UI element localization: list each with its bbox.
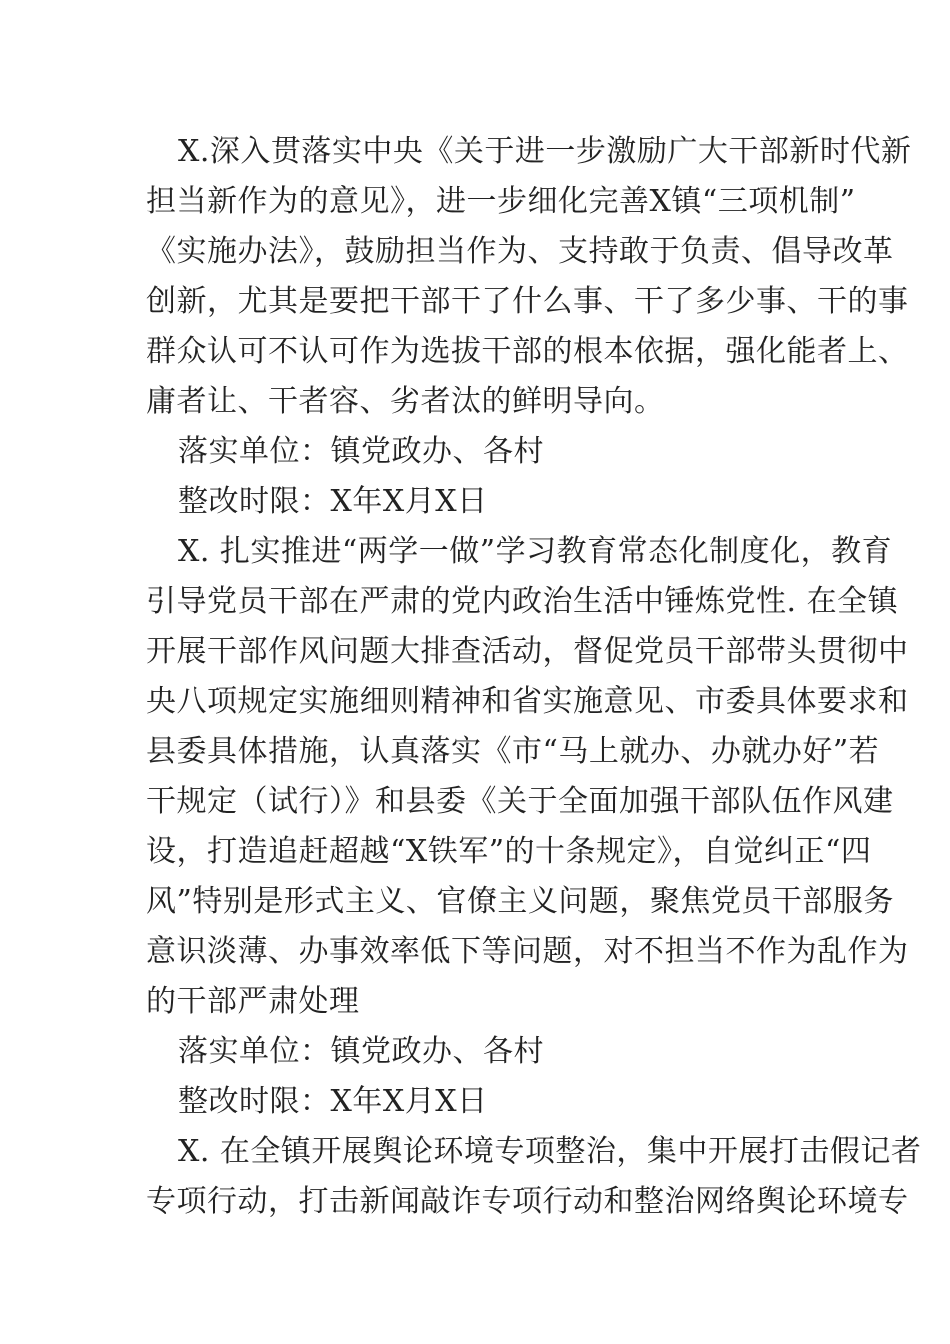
paragraph-1-line-4: 创新，尤其是要把干部干了什么事、干了多少事、干的事 bbox=[146, 284, 909, 319]
paragraph-2-line-7: 设，打造追赶超越“X铁军”的十条规定》，自觉纠正“四 bbox=[146, 834, 872, 869]
paragraph-1-line-1: X.深入贯落实中央《关于进一步激励广大干部新时代新 bbox=[178, 134, 912, 169]
paragraph-1-line-3: 《实施办法》，鼓励担当作为、支持敢于负责、倡导改革 bbox=[146, 234, 894, 269]
deadline-2: 整改时限：X年X月X日 bbox=[178, 1084, 488, 1119]
paragraph-3-line-1: X. 在全镇开展舆论环境专项整治，集中开展打击假记者 bbox=[178, 1134, 922, 1169]
paragraph-2-line-10: 的干部严肃处理 bbox=[146, 984, 360, 1019]
responsible-unit-2: 落实单位：镇党政办、各村 bbox=[178, 1034, 544, 1069]
paragraph-1-line-5: 群众认可不认可作为选拔干部的根本依据，强化能者上、 bbox=[146, 334, 909, 369]
paragraph-2-line-9: 意识淡薄、办事效率低下等问题，对不担当不作为乱作为 bbox=[146, 934, 909, 969]
paragraph-2-line-3: 开展干部作风问题大排查活动，督促党员干部带头贯彻中 bbox=[146, 634, 909, 669]
paragraph-2-line-1: X. 扎实推进“两学一做”学习教育常态化制度化，教育 bbox=[178, 534, 893, 569]
paragraph-2-line-5: 县委具体措施，认真落实《市“马上就办、办就办好”若 bbox=[146, 734, 880, 769]
paragraph-2-line-8: 风”特别是形式主义、官僚主义问题，聚焦党员干部服务 bbox=[146, 884, 894, 919]
responsible-unit-1: 落实单位：镇党政办、各村 bbox=[178, 434, 544, 469]
paragraph-2-line-6: 干规定（试行）》和县委《关于全面加强干部队伍作风建 bbox=[146, 784, 894, 819]
paragraph-1-line-6: 庸者让、干者容、劣者汰的鲜明导向。 bbox=[146, 384, 665, 419]
paragraph-3-line-2: 专项行动，打击新闻敲诈专项行动和整治网络舆论环境专 bbox=[146, 1184, 909, 1219]
paragraph-1-line-2: 担当新作为的意见》，进一步细化完善X镇“三项机制” bbox=[146, 184, 856, 219]
paragraph-2-line-4: 央八项规定实施细则精神和省实施意见、市委具体要求和 bbox=[146, 684, 909, 719]
paragraph-2-line-2: 引导党员干部在严肃的党内政治生活中锤炼党性. 在全镇 bbox=[146, 584, 899, 619]
deadline-1: 整改时限：X年X月X日 bbox=[178, 484, 488, 519]
